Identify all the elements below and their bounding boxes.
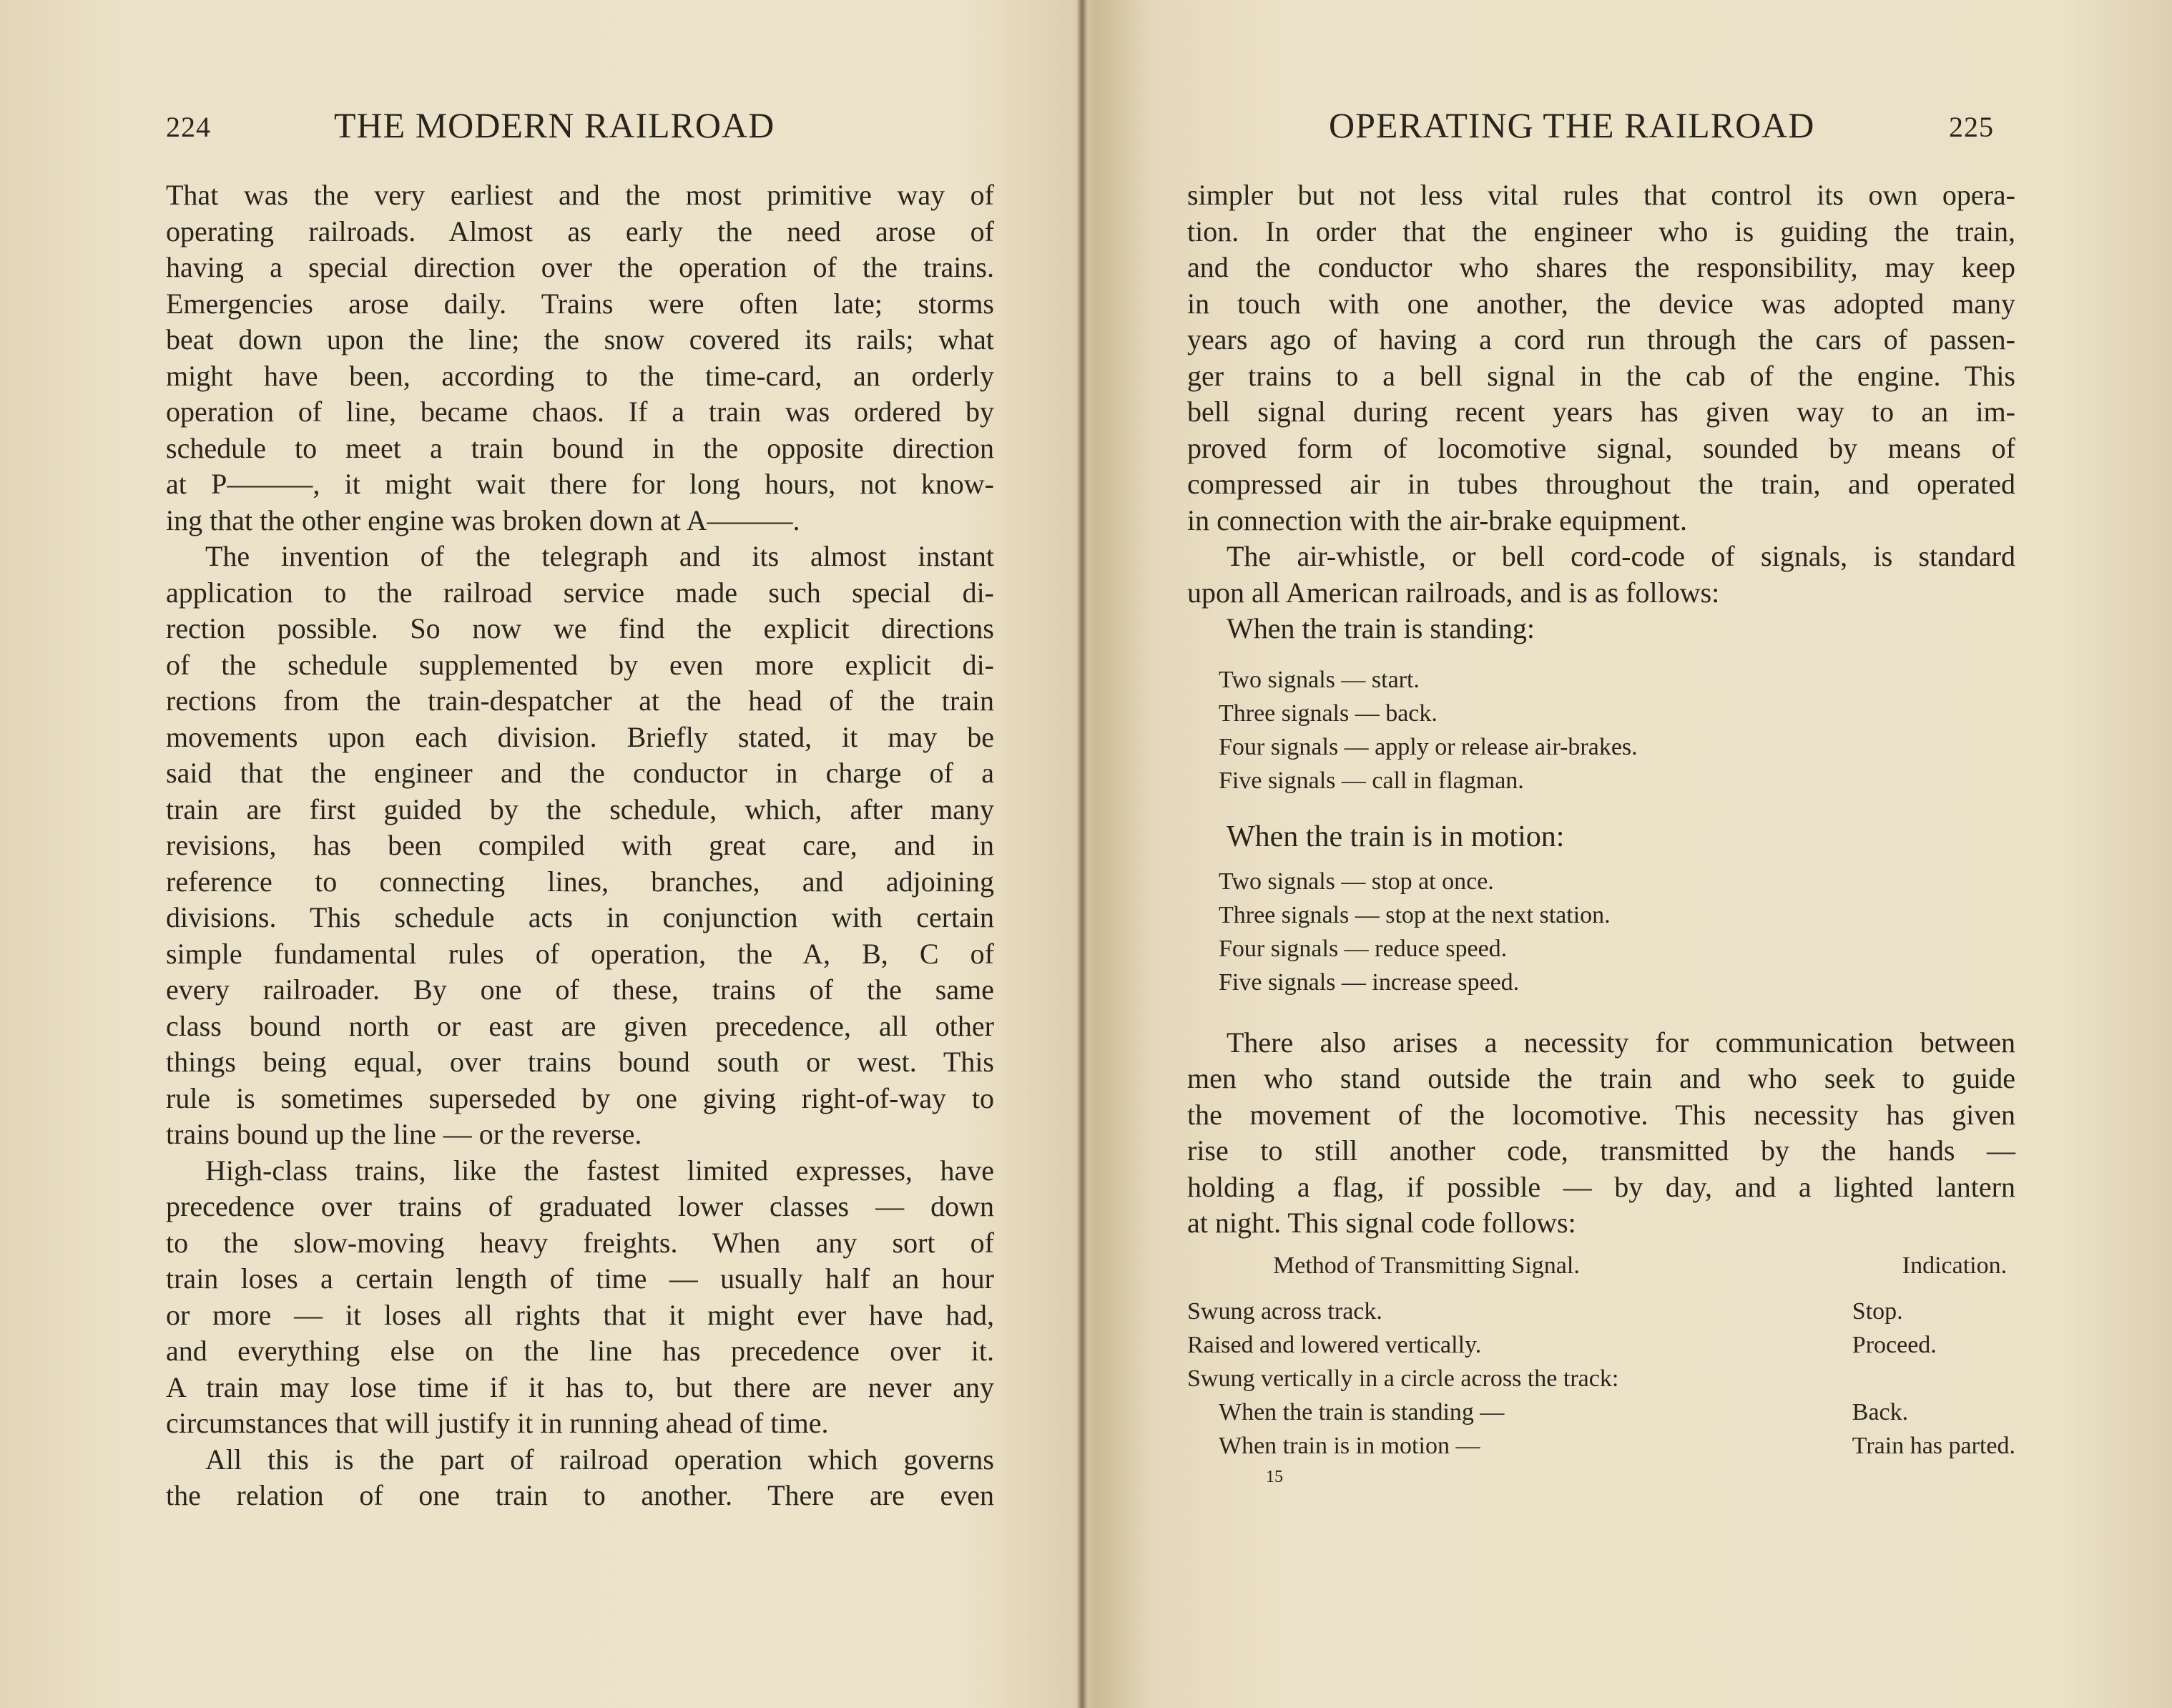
text-line: All this is the part of railroad operation which governs — [205, 1443, 994, 1476]
text-line: holding a flag, if possible — by day, and a lighted lantern — [1187, 1170, 2015, 1203]
text-line: train loses a certain length of time — usually half an hour — [166, 1262, 994, 1295]
text-line: simpler but not less vital rules that control its own opera- — [1187, 179, 2015, 211]
text-line: rections from the train-despatcher at the head of the train — [166, 684, 994, 717]
text-line: to the slow-moving heavy freights. When any sort of — [166, 1226, 994, 1259]
table-row — [1187, 1328, 2015, 1362]
text-line: precedence over trains of graduated lower classes — down — [166, 1190, 994, 1222]
text-line: and everything else on the line has precedence over it. — [166, 1335, 994, 1367]
method-cell: When train is in motion — — [1219, 1432, 1480, 1459]
right-running-title: OPERATING THE RAILROAD — [1329, 105, 1815, 145]
signal-item: Three signals — stop at the next station. — [1219, 901, 1611, 928]
text-line: train are first guided by the schedule, which, after many — [166, 792, 994, 825]
text-line: and the conductor who shares the responsibility, may keep — [1187, 251, 2015, 283]
text-line: divisions. This schedule acts in conjunction with certain — [166, 901, 994, 933]
indication-cell: Proceed. — [1852, 1331, 1937, 1358]
text-line: at P———, it might wait there for long hours, not know- — [166, 468, 994, 500]
signal-item: Two signals — start. — [1219, 666, 1420, 693]
signal-item: Five signals — increase speed. — [1219, 968, 1520, 996]
text-line: reference to connecting lines, branches, and adjoining — [166, 865, 994, 898]
signal-item: Four signals — apply or release air-brakes. — [1219, 733, 1638, 760]
text-line: movements upon each division. Briefly stated, it may be — [166, 720, 994, 753]
text-line: or more — it loses all rights that it might ever have had, — [166, 1298, 994, 1331]
standing-signal-list — [1187, 663, 2015, 797]
text-line: the movement of the locomotive. This necessity has given — [1187, 1098, 2015, 1131]
text-line: class bound north or east are given precedence, all other — [166, 1009, 994, 1042]
text-line: ger trains to a bell signal in the cab of the engine. This — [1187, 359, 2015, 392]
method-header: Method of Transmitting Signal. — [1273, 1252, 1580, 1279]
text-line: simple fundamental rules of operation, the A, B, C of — [166, 937, 994, 970]
text-line: might have been, according to the time-card, an orderly — [166, 359, 994, 392]
indication-header: Indication. — [1902, 1252, 2008, 1279]
text-line: operating railroads. Almost as early the need arose of — [166, 215, 994, 247]
method-cell: Raised and lowered vertically. — [1187, 1331, 1482, 1358]
text-line: compressed air in tubes throughout the train, and operated — [1187, 468, 2015, 500]
signal-item: Two signals — stop at once. — [1219, 868, 1494, 895]
right-page-number: 225 — [1949, 111, 1994, 143]
text-line: revisions, has been compiled with great care, and in — [166, 829, 994, 861]
indication-cell: Back. — [1852, 1398, 1909, 1425]
text-line: application to the railroad service made such special di- — [166, 576, 994, 609]
text-line: ing that the other engine was broken down at A———. — [166, 504, 800, 536]
standing-heading: When the train is standing: — [1227, 612, 1535, 644]
signal-code-table — [1187, 1252, 2015, 1463]
table-row — [1187, 1362, 2015, 1395]
method-cell: Swung across track. — [1187, 1297, 1382, 1325]
left-running-head — [166, 104, 994, 147]
text-line: the relation of one train to another. There are even — [166, 1479, 994, 1511]
text-line: men who stand outside the train and who seek to guide — [1187, 1062, 2015, 1094]
signal-item: Five signals — call in flagman. — [1219, 767, 1524, 794]
table-row — [1187, 1295, 2015, 1328]
text-line: The invention of the telegraph and its almost instant — [205, 540, 994, 572]
text-line: High-class trains, like the fastest limited expresses, have — [205, 1154, 994, 1187]
left-running-title: THE MODERN RAILROAD — [334, 105, 775, 145]
text-line: at night. This signal code follows: — [1187, 1207, 1576, 1239]
text-line: That was the very earliest and the most primitive way of — [166, 179, 994, 211]
text-line: in connection with the air-brake equipment. — [1187, 504, 1687, 536]
signature-mark: 15 — [1266, 1467, 1283, 1486]
text-line: circumstances that will justify it in running ahead of time. — [166, 1407, 829, 1439]
right-page-body — [1187, 177, 2015, 1491]
table-row — [1187, 1429, 2015, 1463]
indication-cell: Stop. — [1852, 1297, 1903, 1325]
text-line: Emergencies arose daily. Trains were often late; storms — [166, 287, 994, 320]
text-line: beat down upon the line; the snow covered its rails; what — [166, 323, 994, 355]
text-line: There also arises a necessity for communication between — [1227, 1026, 2015, 1059]
text-line: The air-whistle, or bell cord-code of signals, is standard — [1227, 540, 2015, 572]
method-cell: When the train is standing — — [1219, 1398, 1505, 1425]
text-line: things being equal, over trains bound south or west. This — [166, 1046, 994, 1078]
text-line: trains bound up the line — or the reverse. — [166, 1118, 642, 1150]
text-line: schedule to meet a train bound in the opposite direction — [166, 431, 994, 464]
left-page-number: 224 — [166, 111, 211, 143]
table-row — [1187, 1395, 2015, 1429]
text-line: every railroader. By one of these, trains of the same — [166, 973, 994, 1006]
text-line: years ago of having a cord run through the cars of passen- — [1187, 323, 2015, 355]
text-line: operation of line, became chaos. If a train was ordered by — [166, 396, 994, 428]
text-line: rise to still another code, transmitted by the hands — — [1187, 1134, 2015, 1167]
book-gutter — [1076, 0, 1088, 1708]
text-line: bell signal during recent years has given way to an im- — [1187, 396, 2015, 428]
text-line: proved form of locomotive signal, sounded by means of — [1187, 431, 2015, 464]
text-line: in touch with one another, the device was adopted many — [1187, 287, 2015, 320]
indication-cell — [1852, 1362, 2015, 1395]
signal-item: Three signals — back. — [1219, 700, 1438, 727]
text-line: said that the engineer and the conductor in charge of a — [166, 757, 994, 789]
motion-signal-list — [1187, 865, 2015, 999]
motion-heading: When the train is in motion: — [1227, 820, 1565, 853]
text-line: having a special direction over the operation of the trains. — [166, 251, 994, 283]
right-running-head — [1187, 104, 2015, 147]
indication-cell: Train has parted. — [1852, 1432, 2015, 1459]
text-line: tion. In order that the engineer who is guiding the train, — [1187, 215, 2015, 247]
text-line: upon all American railroads, and is as follows: — [1187, 576, 1720, 609]
signal-item: Four signals — reduce speed. — [1219, 935, 1508, 962]
text-line: rule is sometimes superseded by one giving right-of-way to — [166, 1081, 994, 1114]
text-line: rection possible. So now we find the explicit directions — [166, 612, 994, 644]
left-page-body — [166, 177, 994, 1514]
method-cell: Swung vertically in a circle across the track: — [1187, 1365, 1619, 1392]
table-header-row — [1187, 1252, 2015, 1295]
text-line: of the schedule supplemented by even more explicit di- — [166, 648, 994, 681]
text-line: A train may lose time if it has to, but there are never any — [166, 1370, 994, 1403]
